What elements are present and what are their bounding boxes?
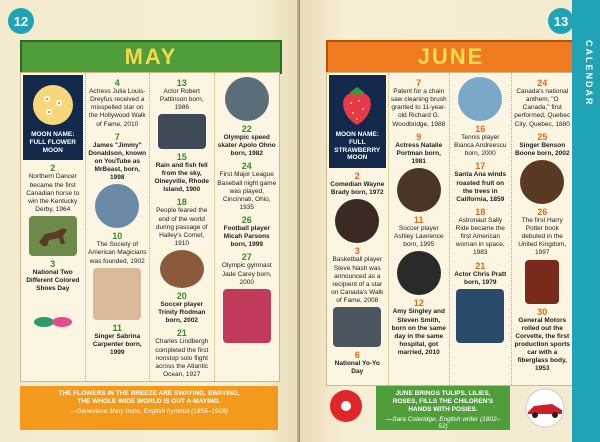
- person-photo: [333, 307, 381, 347]
- event-text: Football player Micah Parsons born, 1999: [223, 225, 270, 249]
- event-text: Amy Singley and Steven Smith, born on the same day in the same hospital, got married, 2010: [391, 308, 446, 356]
- event-text: Soccer player Ashley Lawrence born, 1995: [394, 225, 444, 249]
- event-text: The Society of American Magicians was founded, 1902: [87, 241, 147, 265]
- june-col-2: [389, 73, 451, 385]
- day-number: 25: [537, 131, 548, 142]
- event-text: Comedian Wayne Brady born, 1972: [330, 181, 385, 197]
- book-cover-photo: [525, 260, 559, 304]
- event-text: National Yo-Yo Day: [334, 360, 380, 376]
- june-col-3: [450, 73, 512, 385]
- person-photo: [225, 77, 269, 121]
- flower-moon-cell: [23, 75, 83, 160]
- day-number: 12: [413, 298, 424, 309]
- person-photo: [458, 77, 502, 121]
- person-photo: [335, 199, 379, 243]
- moon-name: MOON NAME: FULL FLOWER MOON: [29, 131, 76, 154]
- person-photo: [95, 184, 139, 228]
- day-number: 9: [416, 131, 422, 142]
- horse-icon: [33, 222, 73, 250]
- day-number: 18: [176, 197, 187, 208]
- person-photo: [456, 289, 504, 343]
- person-photo: [158, 114, 206, 149]
- quote-attribution: —Sara Coleridge, English writer (1802–52): [385, 416, 501, 431]
- corvette-icon: [522, 388, 568, 428]
- day-number: 2: [50, 163, 56, 174]
- day-number: 21: [176, 328, 187, 339]
- person-photo: [397, 168, 441, 212]
- day-number: 11: [413, 215, 424, 225]
- day-number: 13: [176, 78, 187, 88]
- event-text: Basketball player Steve Nash was announced as a recipient of a star on Canada's Walk of Fame, 2008: [331, 256, 384, 305]
- page-number-right: 13: [548, 8, 574, 34]
- strawberry-moon-cell: [329, 75, 386, 168]
- flower-moon-icon: [31, 83, 75, 127]
- shoes-photo: [29, 295, 77, 335]
- event-text: Rain and fish fell from the sky, Olneyville, Rhode Island, 1900: [154, 161, 210, 194]
- day-number: 6: [354, 350, 360, 361]
- event-text: Canada's national anthem, "O Canada," first performed, Quebec City, Quebec, 1880: [514, 88, 571, 128]
- event-text: Olympic gymnast Jade Carey born, 2000: [221, 262, 272, 286]
- event-text: Patent for a chain saw cleaning brush granted to 11-year-old Richard G. Woodbridge, 1988: [390, 88, 447, 128]
- person-photo: [160, 250, 204, 288]
- person-photo: [397, 251, 441, 295]
- event-text: Charles Lindbergh completed the first nonstop solo flight across the Atlantic Ocean, 1927: [155, 338, 209, 378]
- june-header: JUNE: [326, 40, 576, 74]
- horse-race-photo: [29, 216, 77, 256]
- may-quote: [20, 386, 278, 430]
- day-number: 27: [241, 252, 252, 263]
- day-number: 18: [475, 206, 486, 217]
- june-col-1: [327, 73, 389, 385]
- quote-text: JUNE BRINGS TULIPS, LILIES, ROSES, FILLS THE CHILDREN'S HANDS WITH POSIES.: [392, 390, 494, 414]
- day-number: 3: [50, 259, 56, 270]
- event-text: First Major League Baseball night game was played, Cincinnati, Ohio, 1935: [217, 171, 277, 211]
- day-number: 26: [537, 206, 548, 217]
- event-text: Singer Sabrina Carpenter born, 1999: [92, 332, 142, 356]
- may-col-1: [21, 73, 86, 381]
- event-text: James "Jimmy" Donaldson, known on YouTube as MrBeast, born, 1998: [88, 141, 147, 182]
- day-number: 11: [112, 322, 122, 333]
- event-text: Tennis player Bianca Andreescu born, 2000: [454, 134, 507, 158]
- day-number: 10: [112, 231, 123, 242]
- day-number: 7: [114, 131, 120, 142]
- event-text: Astronaut Sally Ride became the first American woman in space, 1983: [455, 216, 505, 257]
- event-text: Northern Dancer became the first Canadian horse to win the Kentucky Derby, 1964: [26, 173, 80, 213]
- june-quote: [376, 386, 510, 430]
- day-number: 22: [241, 124, 252, 134]
- event-text: Singer Benson Boone born, 2002: [514, 141, 570, 157]
- event-text: People feared the end of the world during passage of Halley's Comet, 1910: [155, 207, 208, 247]
- event-text: Santa Ana winds roasted fruit on the trees in California, 1859: [454, 171, 507, 203]
- day-number: 7: [416, 78, 422, 88]
- event-text: Actress Natalie Portman born, 1981: [395, 141, 443, 165]
- may-header: MAY: [20, 40, 282, 74]
- event-text: National Two Different Colored Shoes Day: [26, 269, 80, 293]
- day-number: 4: [114, 78, 120, 88]
- person-photo: [520, 160, 564, 204]
- may-col-3: [150, 73, 215, 381]
- yo-yo-icon: [326, 386, 366, 426]
- day-number: 3: [354, 246, 360, 257]
- sidebar-label: CALENDAR: [584, 40, 594, 107]
- day-number: 17: [475, 161, 486, 172]
- june-calendar: [326, 72, 574, 386]
- calendar-sidebar: [572, 0, 600, 442]
- event-text: Actor Robert Pattinson born, 1986: [159, 88, 204, 112]
- event-text: Actor Chris Pratt born, 1979: [454, 270, 507, 286]
- quote-attribution: —Genevieve Mary Irons, English hymnist (1855–1928): [70, 408, 228, 416]
- may-col-4: [215, 73, 280, 381]
- day-number: 16: [475, 124, 486, 134]
- moon-name: MOON NAME: FULL STRAWBERRY MOON: [334, 131, 381, 162]
- day-number: 21: [475, 260, 486, 271]
- event-text: Olympic speed skater Apolo Ohno born, 1982: [217, 134, 276, 158]
- may-col-2: [86, 73, 151, 381]
- june-col-4: [512, 73, 574, 385]
- day-number: 24: [537, 78, 548, 88]
- right-page: [300, 0, 600, 442]
- day-number: 26: [241, 215, 252, 225]
- day-number: 30: [537, 306, 548, 317]
- shoes-icon: [31, 300, 75, 330]
- day-number: 2: [354, 171, 360, 182]
- page-number-left: 12: [8, 8, 34, 34]
- event-text: General Motors rolled out the Corvette, the first production sports car with a fiberglass body, 1953: [514, 316, 571, 373]
- day-number: 24: [241, 161, 252, 172]
- person-photo: [223, 289, 271, 343]
- event-text: Actress Julia Louis-Dreyfus received a misspelled star on the Hollywood Walk of Fame, 2010: [88, 88, 146, 128]
- person-photo: [93, 268, 141, 320]
- quote-text: THE FLOWERS IN THE BREEZE ARE SWAYING, SWAYING, THE WHOLE WIDE WORLD IS OUT A-MAYING.: [58, 390, 240, 406]
- day-number: 15: [176, 151, 187, 162]
- event-text: Soccer player Trinity Rodman born, 2002: [158, 301, 206, 325]
- strawberry-moon-icon: [337, 83, 377, 127]
- day-number: 20: [176, 291, 187, 301]
- event-text: The first Harry Potter book debuted in the United Kingdom, 1997: [518, 216, 567, 257]
- may-calendar: [20, 72, 280, 382]
